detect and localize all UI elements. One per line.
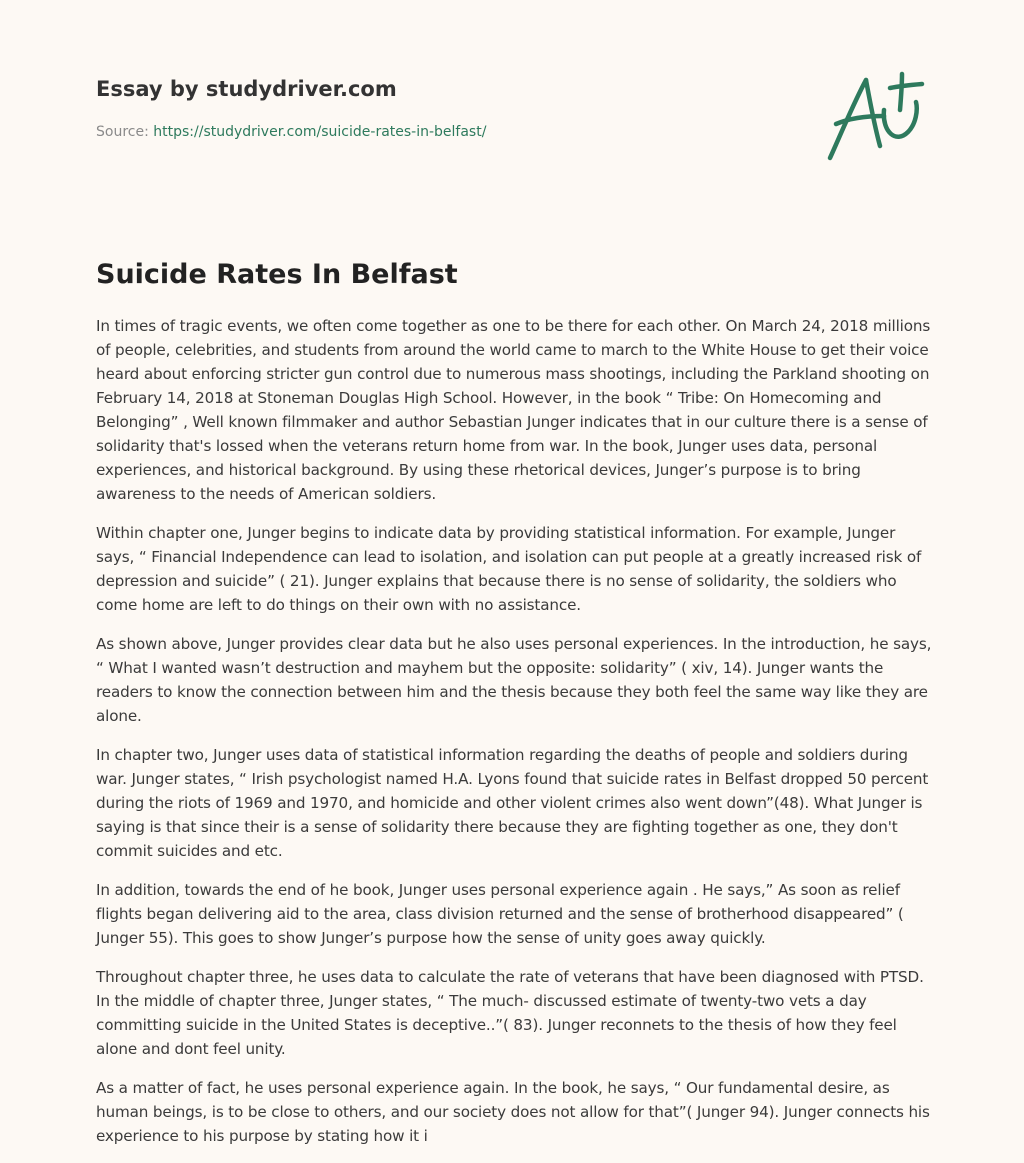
- essay-paragraph: Throughout chapter three, he uses data to calculate the rate of veterans that have been diagnosed with PTSD. In the middle of chapter three, Junger states, “ The much- discussed estimate of twenty-two vets a day committing suicide in the United States is deceptive..”( 83). Junger reconnets to the thesis of how they feel alone and dont feel unity.: [96, 968, 924, 1058]
- page-header: [96, 74, 796, 142]
- source-line: [96, 122, 796, 142]
- essay-title: Suicide Rates In Belfast: [96, 259, 458, 290]
- essay-paragraph: Within chapter one, Junger begins to indicate data by providing statistical information. For example, Junger says, “ Financial Independence can lead to isolation, and isolation can put people at a greatly increased risk of depression and suicide” ( 21). Junger explains that because there is no sense of solidarity, the soldiers who come home are left to do things on their own with no assistance.: [96, 524, 922, 614]
- essay-paragraph: In times of tragic events, we often come together as one to be there for each other. On March 24, 2018 millions of people, celebrities, and students from around the world came to march to the White House to get their voice heard about enforcing stricter gun control due to numerous mass shootings, including the Parkland shooting on February 14, 2018 at Stoneman Douglas High School. However, in the book “ Tribe: On Homecoming and Belonging” , Well known filmmaker and author Sebastian Junger indicates that in our culture there is a sense of solidarity that's lossed when the veterans return home from war. In the book, Junger uses data, personal experiences, and historical background. By using these rhetorical devices, Junger’s purpose is to bring awareness to the needs of American soldiers.: [96, 317, 931, 503]
- brand-title: Essay by studydriver.com: [96, 77, 397, 101]
- essay-body: [96, 314, 934, 1163]
- essay-paragraph: As shown above, Junger provides clear data but he also uses personal experiences. In the introduction, he says, “ What I wanted wasn’t destruction and mayhem but the opposite: solidarity” ( xiv, 14). Junger wants the readers to know the connection between him and the thesis because they both feel the same way like they are alone.: [96, 635, 932, 725]
- source-link[interactable]: https://studydriver.com/suicide-rates-in-belfast/: [153, 124, 487, 140]
- essay-paragraph: As a matter of fact, he uses personal experience again. In the book, he says, “ Our fundamental desire, as human beings, is to be close to others, and our society does not allow for that”( Junger 94). Junger connects his experience to his purpose by stating how it i: [96, 1079, 930, 1145]
- a-plus-logo-icon: [820, 66, 930, 166]
- essay-paragraph: In chapter two, Junger uses data of statistical information regarding the deaths of people and soldiers during war. Junger states, “ Irish psychologist named H.A. Lyons found that suicide rates in Belfast dropped 50 percent during the riots of 1969 and 1970, and homicide and other violent crimes also went down”(48). What Junger is saying is that since their is a sense of solidarity there because they are fighting together as one, they don't commit suicides and etc.: [96, 746, 929, 860]
- essay-paragraph: In addition, towards the end of he book, Junger uses personal experience again . He says,” As soon as relief flights began delivering aid to the area, class division returned and the sense of brotherhood disappeared” ( Junger 55). This goes to show Junger’s purpose how the sense of unity goes away quickly.: [96, 881, 904, 947]
- source-label: Source:: [96, 124, 149, 140]
